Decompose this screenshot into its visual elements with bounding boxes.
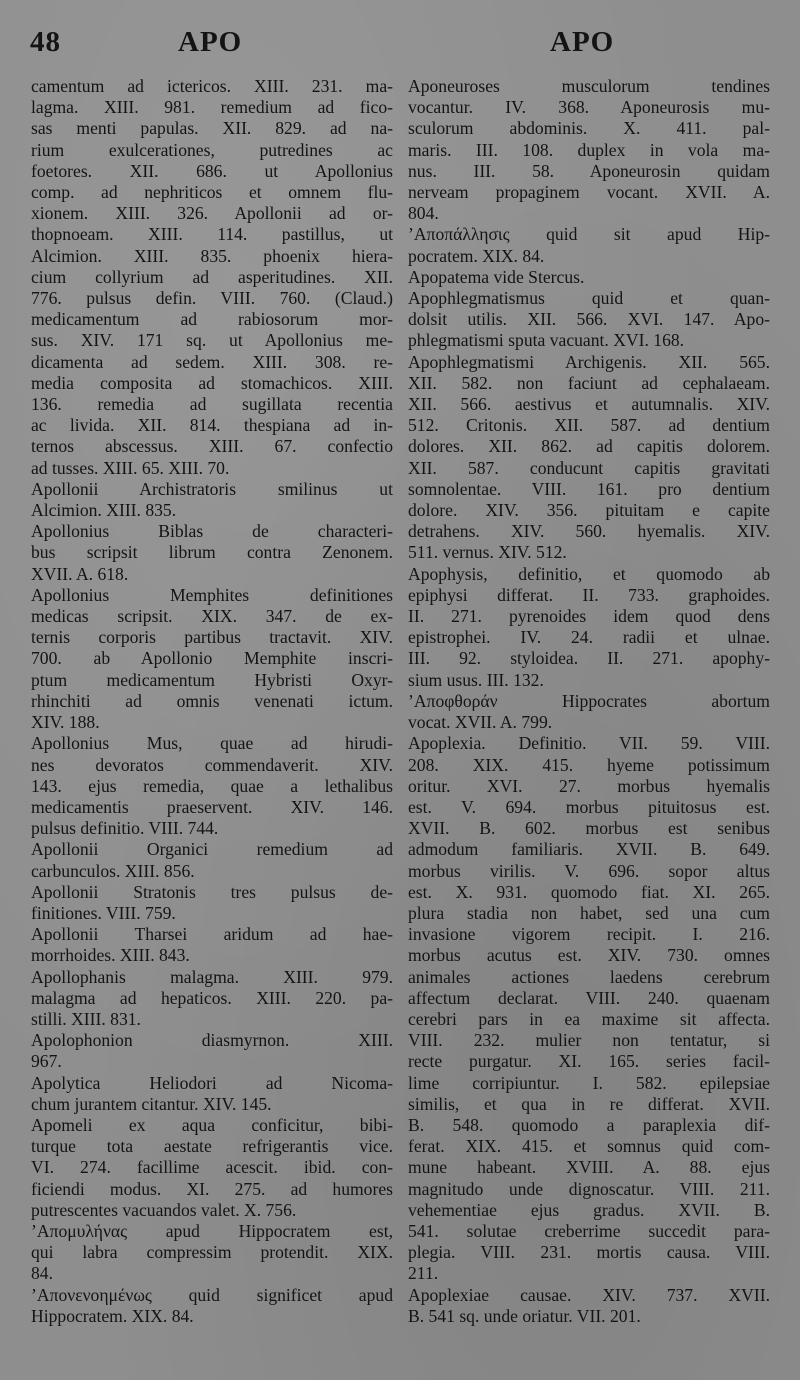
index-line: Apomeli ex aqua conficitur, bibi- [31,1114,393,1135]
index-line: Apollonius Memphites definitiones [31,584,393,605]
index-line: vocantur. IV. 368. Aponeurosis mu- [408,97,770,118]
index-line: Apollophanis malagma. XIII. 979. [31,966,393,987]
index-line: B. 548. quomodo a paraplexia dif- [408,1114,770,1135]
index-line: Apollonius Biblas de characteri- [31,521,393,542]
index-line: nus. III. 58. Aponeurosin quidam [408,160,770,181]
index-line: III. 92. styloidea. II. 271. apophy- [408,648,770,669]
index-line: 512. Critonis. XII. 587. ad dentium [408,415,770,436]
index-line: Apollonii Tharsei aridum ad hae- [31,924,393,945]
index-line: pulsus definitio. VIII. 744. [31,818,219,839]
index-line: ferat. XIX. 415. et somnus quid com- [408,1136,770,1157]
index-line: XII. 587. conducunt capitis gravitati [408,457,770,478]
index-line: 84. [31,1263,53,1284]
index-line: somnolentae. VIII. 161. pro dentium [408,478,770,499]
index-line: 143. ejus remedia, quae a lethalibus [31,775,393,796]
index-line: Apollonii Archistratoris smilinus ut [31,478,393,499]
index-line: mune habeant. XVIII. A. 88. ejus [408,1157,770,1178]
index-line: 804. [408,203,439,224]
index-line: rhinchiti ad omnis venenati ictum. [31,690,393,711]
index-line: dolore. XIV. 356. pituitam e capite [408,500,770,521]
index-line: 136. remedia ad sugillata recentia [31,394,393,415]
index-line: vehementiae ejus gradus. XVII. B. [408,1199,770,1220]
index-line: 211. [408,1263,439,1284]
index-line: plegia. VIII. 231. mortis causa. VIII. [408,1242,770,1263]
index-line: dolores. XII. 862. ad capitis dolorem. [408,436,770,457]
index-line: xionem. XIII. 326. Apollonii ad or- [31,203,393,224]
index-line: Apophysis, definitio, et quomodo ab [408,563,770,584]
index-line: animales actiones laedens cerebrum [408,966,770,987]
index-line: 208. XIX. 415. hyeme potissimum [408,754,770,775]
index-line: media composita ad stomachicos. XIII. [31,372,393,393]
index-line: Apoplexia. Definitio. VII. 59. VIII. [408,733,770,754]
index-line: detrahens. XIV. 560. hyemalis. XIV. [408,521,770,542]
index-line: cium collyrium ad asperitudines. XII. [31,266,393,287]
index-line: XIV. 188. [31,712,100,733]
index-line: Alcimion. XIII. 835. phoenix hiera- [31,245,393,266]
index-line: medicamentum ad rabiosorum mor- [31,309,393,330]
index-line: lagma. XIII. 981. remedium ad fico- [31,97,393,118]
index-line: nerveam propaginem vocant. XVII. A. [408,182,770,203]
index-line: stilli. XIII. 831. [31,1008,141,1029]
index-line: comp. ad nephriticos et omnem flu- [31,182,393,203]
index-line: vocat. XVII. A. 799. [408,712,553,733]
index-line: dolsit utilis. XII. 566. XVI. 147. Apo- [408,309,770,330]
index-line: Aponeuroses musculorum tendines [408,76,770,96]
index-line: XII. 566. aestivus et autumnalis. XIV. [408,394,770,415]
index-line: putrescentes vacuandos valet. X. 756. [31,1199,297,1220]
index-line: epiphysi differat. II. 733. graphoides. [408,584,770,605]
left-running-head: APO [178,26,243,58]
index-line: lime corripiuntur. I. 582. epilepsiae [408,1072,770,1093]
index-line: ac livida. XII. 814. thespiana ad in- [31,415,393,436]
index-line: sus. XIV. 171 sq. ut Apollonius me- [31,330,393,351]
index-line: Apophlegmatismi Archigenis. XII. 565. [408,351,770,372]
index-line: plura stadia non habet, sed una cum [408,902,770,923]
index-line: nes devoratos commendaverit. XIV. [31,754,393,775]
index-line: foetores. XII. 686. ut Apollonius [31,160,393,181]
index-line: recte purgatur. XI. 165. series facil- [408,1051,770,1072]
index-line: pocratem. XIX. 84. [408,245,545,266]
index-line: sas menti papulas. XII. 829. ad na- [31,118,393,139]
index-line: XII. 582. non faciunt ad cephalaeam. [408,372,770,393]
index-line: Apollonius Mus, quae ad hirudi- [31,733,393,754]
index-line: dicamenta ad sedem. XIII. 308. re- [31,351,393,372]
index-line: turque tota aestate refrigerantis vice. [31,1136,393,1157]
index-line: Alcimion. XIII. 835. [31,500,177,521]
index-line: epistrophei. IV. 24. radii et ulnae. [408,627,770,648]
index-line: morrhoides. XIII. 843. [31,945,190,966]
index-line: magnitudo unde dignoscatur. VIII. 211. [408,1178,770,1199]
index-line: affectum declarat. VIII. 240. quaenam [408,987,770,1008]
index-line: oritur. XVI. 27. morbus hyemalis [408,775,770,796]
right-running-head: APO [550,26,615,58]
index-line: ternos abscessus. XIII. 67. confectio [31,436,393,457]
index-line: finitiones. VIII. 759. [31,902,176,923]
index-line: Apolytica Heliodori ad Nicoma- [31,1072,393,1093]
index-line: Apollonii Organici remedium ad [31,839,393,860]
index-line: phlegmatismi sputa vacuant. XVI. 168. [408,330,685,351]
index-line: II. 271. pyrenoides idem quod dens [408,606,770,627]
index-line: bus scripsit librum contra Zenonem. [31,542,393,563]
index-line: ficiendi modus. XI. 275. ad humores [31,1178,393,1199]
index-line: est. X. 931. quomodo fiat. XI. 265. [408,881,770,902]
index-line: chum jurantem citantur. XIV. 145. [31,1093,272,1114]
index-line: 541. solutae creberrime succedit para- [408,1220,770,1241]
index-line: 967. [31,1051,62,1072]
index-line: sculorum abdominis. X. 411. pal- [408,118,770,139]
index-line: sium usus. III. 132. [408,669,544,690]
index-line: Apopatema vide Stercus. [408,266,585,287]
index-line: carbunculos. XIII. 856. [31,860,195,881]
index-line: maris. III. 108. duplex in vola ma- [408,139,770,160]
index-line: rium exulcerationes, putredines ac [31,139,393,160]
index-line: XVII. A. 618. [31,563,129,584]
index-line: Apophlegmatismus quid et quan- [408,288,770,309]
index-line: Apoplexiae causae. XIV. 737. XVII. [408,1284,770,1305]
left-column [31,76,393,1327]
index-line: admodum familiaris. XVII. B. 649. [408,839,770,860]
index-line: camentum ad ictericos. XIII. 231. ma- [31,76,393,96]
index-line: 700. ab Apollonio Memphite inscri- [31,648,393,669]
index-line: ptum medicamentum Hybristi Oxyr- [31,669,393,690]
index-line: qui labra compressim protendit. XIX. [31,1242,393,1263]
index-line: ʼΑποπάλλησις quid sit apud Hip- [408,224,770,245]
index-line: similis, et qua in re differat. XVII. [408,1093,770,1114]
index-line: B. 541 sq. unde oriatur. VII. 201. [408,1305,641,1326]
index-line: Hippocratem. XIX. 84. [31,1305,194,1326]
index-line: 776. pulsus defin. VIII. 760. (Claud.) [31,288,393,309]
index-line: malagma ad hepaticos. XIII. 220. pa- [31,987,393,1008]
index-line: ʼΑπομυλήνας apud Hippocratem est, [31,1220,393,1241]
index-line: invasione vigorem recipit. I. 216. [408,924,770,945]
index-line: medicamentis praeservent. XIV. 146. [31,796,393,817]
index-line: ʼΑπονενοημένως quid significet apud [31,1284,393,1305]
index-line: ad tusses. XIII. 65. XIII. 70. [31,457,230,478]
index-line: VIII. 232. mulier non tentatur, si [408,1030,770,1051]
index-line: XVII. B. 602. morbus est senibus [408,818,770,839]
index-line: Apollonii Stratonis tres pulsus de- [31,881,393,902]
index-line: VI. 274. facillime acescit. ibid. con- [31,1157,393,1178]
index-line: Apolophonion diasmyrnon. XIII. [31,1030,393,1051]
index-line: ternis corporis partibus tractavit. XIV. [31,627,393,648]
page-number: 48 [30,26,61,58]
index-line: thopnoeam. XIII. 114. pastillus, ut [31,224,393,245]
right-column [408,76,770,1327]
index-line: est. V. 694. morbus pituitosus est. [408,796,770,817]
index-line: medicas scripsit. XIX. 347. de ex- [31,606,393,627]
index-line: cerebri pars in ea maxime sit affecta. [408,1008,770,1029]
index-line: morbus acutus est. XIV. 730. omnes [408,945,770,966]
index-line: morbus virilis. V. 696. sopor altus [408,860,770,881]
page-header [30,22,770,66]
index-line: ʼΑποφθοράν Hippocrates abortum [408,690,770,711]
index-line: 511. vernus. XIV. 512. [408,542,567,563]
